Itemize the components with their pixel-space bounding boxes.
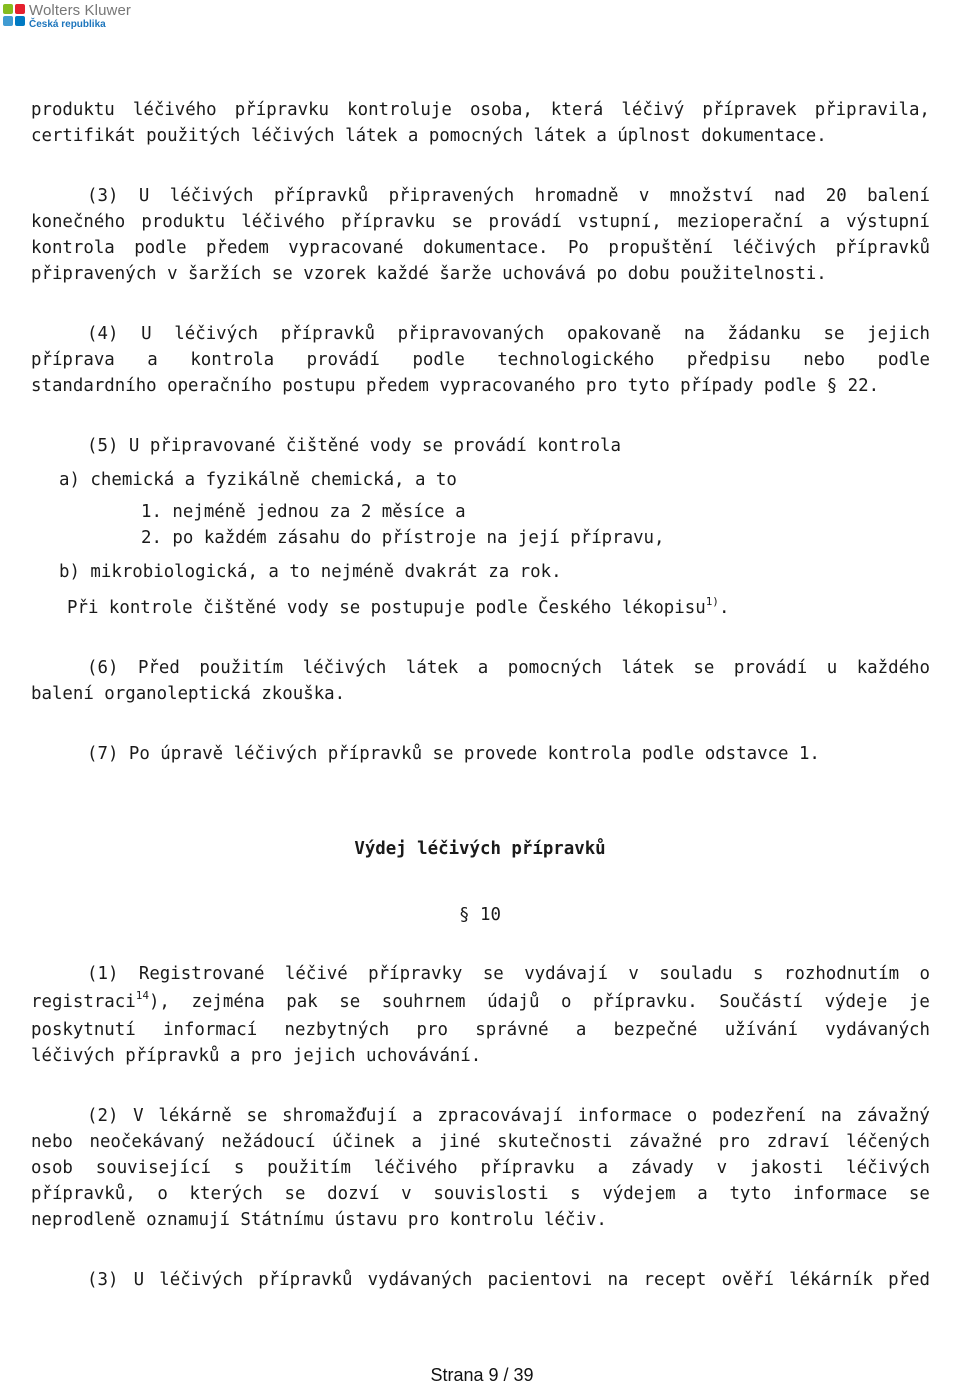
word: vydávají [524, 964, 608, 984]
word: v [716, 1158, 728, 1178]
p7-line: (7) Po úpravě léčivých přípravků se provede kontrola podle odstavce 1. [87, 744, 820, 764]
word: provádí [488, 212, 562, 232]
word: pomocných [507, 658, 603, 678]
word: propuštění [608, 238, 714, 258]
word: látek [405, 658, 459, 678]
word: produktu [31, 100, 115, 120]
word: produktu [141, 212, 226, 232]
word: jakosti [749, 1158, 824, 1178]
word: Součástí [719, 992, 804, 1012]
word: použitím [267, 1158, 351, 1178]
word: správné [475, 1020, 549, 1040]
word: přípravků [835, 238, 930, 258]
word: konečného [31, 212, 126, 232]
word: přípravek [702, 100, 797, 120]
word: a [412, 1106, 423, 1126]
word: přípravku [341, 212, 436, 232]
word: léčivých [732, 238, 817, 258]
section-heading: Výdej léčivých přípravků [354, 839, 606, 859]
word: užívání [724, 1020, 798, 1040]
word: technologického [497, 350, 655, 370]
s2-line-2 [31, 1130, 930, 1154]
s1-line-3 [31, 1018, 930, 1042]
word: před [888, 1270, 930, 1290]
word: informace [577, 1106, 672, 1126]
word: přípravku [234, 100, 330, 120]
word: a [477, 658, 489, 678]
word: neočekávaný [89, 1132, 205, 1152]
word: v [638, 186, 650, 206]
word: tyto [729, 1184, 772, 1204]
p5-item-a: a) chemická a fyzikálně chemická, a to [59, 470, 457, 490]
word: každého [856, 658, 930, 678]
s1-line-4: léčivých přípravků a pro jejich uchovávání. [31, 1046, 482, 1066]
word: léčivé [284, 964, 348, 984]
word: zpracovávají [437, 1106, 563, 1126]
word: léčivého [241, 212, 325, 232]
word: výdeje [824, 992, 888, 1012]
word: léčených [846, 1132, 930, 1152]
word: souvislosti [433, 1184, 549, 1204]
word: přípravků, [31, 1184, 136, 1204]
word: na [607, 1270, 629, 1290]
word: u [826, 658, 838, 678]
word: U [141, 324, 152, 344]
word: o [560, 992, 572, 1012]
word: se [246, 1106, 268, 1126]
s3-line-1 [87, 1268, 930, 1292]
word: vypracované [288, 238, 404, 258]
word: informace [793, 1184, 888, 1204]
word: lékárně [158, 1106, 232, 1126]
word: opakovaně [566, 324, 662, 344]
word: (4) [87, 324, 119, 344]
word: připravila, [814, 100, 930, 120]
word: pro [416, 1020, 448, 1040]
word: (1) [87, 964, 119, 984]
word: (3) [87, 1270, 119, 1290]
word: v [628, 964, 639, 984]
p3-line-4: připravených v šaržích se vzorek každé šarže uchovává po dobu použitelnosti. [31, 264, 827, 284]
word: vstupní, [577, 212, 662, 232]
word: vydávaných [825, 1020, 930, 1040]
word: výstupní [846, 212, 930, 232]
word: U [138, 186, 150, 206]
word: o [686, 1106, 698, 1126]
word: s [570, 1184, 581, 1204]
word: jejich [867, 324, 930, 344]
word: účinek [332, 1132, 395, 1152]
word: v [401, 1184, 412, 1204]
word: léčivý [621, 100, 685, 120]
p3-line-2 [31, 210, 930, 234]
word: s [233, 1158, 245, 1178]
word: rozhodnutím [783, 964, 900, 984]
s2-line-5: neprodleně oznamují Státnímu ústavu pro kontrolu léčiv. [31, 1210, 607, 1230]
p5-note: Při kontrole čištěné vody se postupuje podle Českého lékopisu$^{1)}$. [67, 595, 730, 618]
word: dokumentace. [422, 238, 549, 258]
p4-line-3: standardního operačního postupu předem vypracovaného pro tyto případy podle § 22. [31, 376, 880, 396]
word: se [284, 1184, 306, 1204]
word: žádanku [727, 324, 801, 344]
word: a [411, 1132, 422, 1152]
word: nežádoucí [221, 1132, 316, 1152]
word: (3) [87, 186, 119, 206]
word: ověří [721, 1270, 774, 1290]
page-number: Strana 9 / 39 [430, 1365, 534, 1385]
intro-line-1 [31, 98, 930, 122]
s2-line-4 [31, 1182, 930, 1206]
word: poskytnutí [31, 1020, 136, 1040]
word: pro [718, 1132, 751, 1152]
word: a [697, 1184, 708, 1204]
word: a [819, 212, 831, 232]
word: závažný [856, 1106, 930, 1126]
word: kontroluje [347, 100, 452, 120]
p3-line-3 [31, 236, 930, 260]
word: nebo [803, 350, 846, 370]
word: předem [206, 238, 269, 258]
word: souhrnem [381, 992, 466, 1012]
word: o [919, 964, 930, 984]
word: U [133, 1270, 145, 1290]
word: se [482, 964, 504, 984]
word: léčivých [169, 186, 254, 206]
word: shromažďují [282, 1106, 398, 1126]
word: mezioperační [677, 212, 804, 232]
p4-line-1 [87, 322, 930, 346]
word: hromadně [534, 186, 619, 206]
word: připravovaných [397, 324, 545, 344]
word: podle [134, 238, 187, 258]
word: pacientovi [487, 1270, 593, 1290]
p5-intro: (5) U připravované čištěné vody se provádí kontrola [87, 436, 621, 456]
word: přípravků [273, 186, 369, 206]
word: vydávaných [367, 1270, 473, 1290]
logo-subtitle: Česká republika [29, 19, 106, 30]
word: léčivého [373, 1158, 458, 1178]
word: která [550, 100, 604, 120]
word: 20 [825, 186, 847, 206]
word: na [820, 1106, 842, 1126]
word: přípravku [480, 1158, 575, 1178]
word: související [95, 1158, 211, 1178]
word: lékárník [789, 1270, 873, 1290]
word: provádí [306, 350, 380, 370]
word: (6) [87, 658, 119, 678]
word: příprava [31, 350, 115, 370]
word: podle [412, 350, 465, 370]
word: se [823, 324, 845, 344]
word: provádí [733, 658, 808, 678]
word: o [157, 1184, 168, 1204]
word: souladu [659, 964, 733, 984]
word: předpisu [686, 350, 771, 370]
word: se [693, 658, 715, 678]
word: nezbytných [284, 1020, 390, 1040]
publisher-logo [3, 3, 131, 31]
word: se [908, 1184, 930, 1204]
word: na [683, 324, 705, 344]
word: nebo [31, 1132, 73, 1152]
p6-line-2: balení organoleptická zkouška. [31, 684, 346, 704]
word: a [597, 1158, 609, 1178]
word: údajů [487, 992, 540, 1012]
p5-item-a1: 1. nejméně jednou za 2 měsíce a [141, 502, 466, 522]
p3-line-1 [87, 184, 930, 208]
word: se [451, 212, 473, 232]
word: léčivého [132, 100, 217, 120]
word: zejména [191, 992, 265, 1012]
p4-line-2 [31, 348, 930, 372]
word: a [575, 1020, 587, 1040]
word: (2) [87, 1106, 119, 1126]
p5-item-b: b) mikrobiologická, a to nejméně dvakrát za rok. [59, 562, 562, 582]
word: recept [643, 1270, 707, 1290]
word: přípravku. [593, 992, 698, 1012]
s1-line-1 [87, 962, 930, 986]
word: závažné [628, 1132, 703, 1152]
word: podle [877, 350, 930, 370]
word: pak [286, 992, 318, 1012]
word: Po [567, 238, 589, 258]
word: a [147, 350, 158, 370]
word: balení [867, 186, 930, 206]
word: přípravky [368, 964, 463, 984]
p5-item-a2: 2. po každém zásahu do přístroje na její přípravu, [141, 528, 665, 548]
word: V [133, 1106, 144, 1126]
word: léčivých [159, 1270, 244, 1290]
word: Před [137, 658, 180, 678]
footnote-ref: 1) [705, 595, 719, 608]
word: se [339, 992, 361, 1012]
logo-name: Wolters Kluwer [29, 2, 131, 19]
word: výdejem [602, 1184, 676, 1204]
word: látek [621, 658, 674, 678]
s2-line-1 [87, 1104, 930, 1128]
word: podezření [711, 1106, 807, 1126]
word: léčivých [302, 658, 387, 678]
word: kterých [189, 1184, 263, 1204]
word: kontrola [31, 238, 115, 258]
word: osoba, [469, 100, 533, 120]
word: s [753, 964, 764, 984]
word: jiné [438, 1132, 481, 1152]
word: závady [630, 1158, 694, 1178]
word: osob [31, 1158, 73, 1178]
footnote-ref: 14 [135, 989, 149, 1002]
word: zdraví [766, 1132, 830, 1152]
intro-line-2: certifikát použitých léčivých látek a pomocných látek a úplnost dokumentace. [31, 126, 827, 146]
word: bezpečné [613, 1020, 698, 1040]
word: kontrola [190, 350, 275, 370]
word: skutečnosti [497, 1132, 613, 1152]
word: přípravků [280, 324, 375, 344]
wolters-kluwer-mark-icon [3, 4, 25, 26]
word: použitím [199, 658, 284, 678]
s1-line-2: registraci$^{14}$), zejména pak se souhrnem údajů o přípravku. Součástí výdeje je [31, 990, 930, 1016]
section-number: § 10 [459, 905, 501, 925]
word: nad [773, 186, 806, 206]
word: léčivých [846, 1158, 930, 1178]
word: množství [669, 186, 754, 206]
word: připravených [388, 186, 515, 206]
word: Registrované [138, 964, 265, 984]
word: přípravků [258, 1270, 353, 1290]
word: dozví [327, 1184, 380, 1204]
p6-line-1 [87, 656, 930, 680]
word: léčivých [174, 324, 259, 344]
word: informací [163, 1020, 258, 1040]
word: je [908, 992, 930, 1012]
s2-line-3 [31, 1156, 930, 1180]
